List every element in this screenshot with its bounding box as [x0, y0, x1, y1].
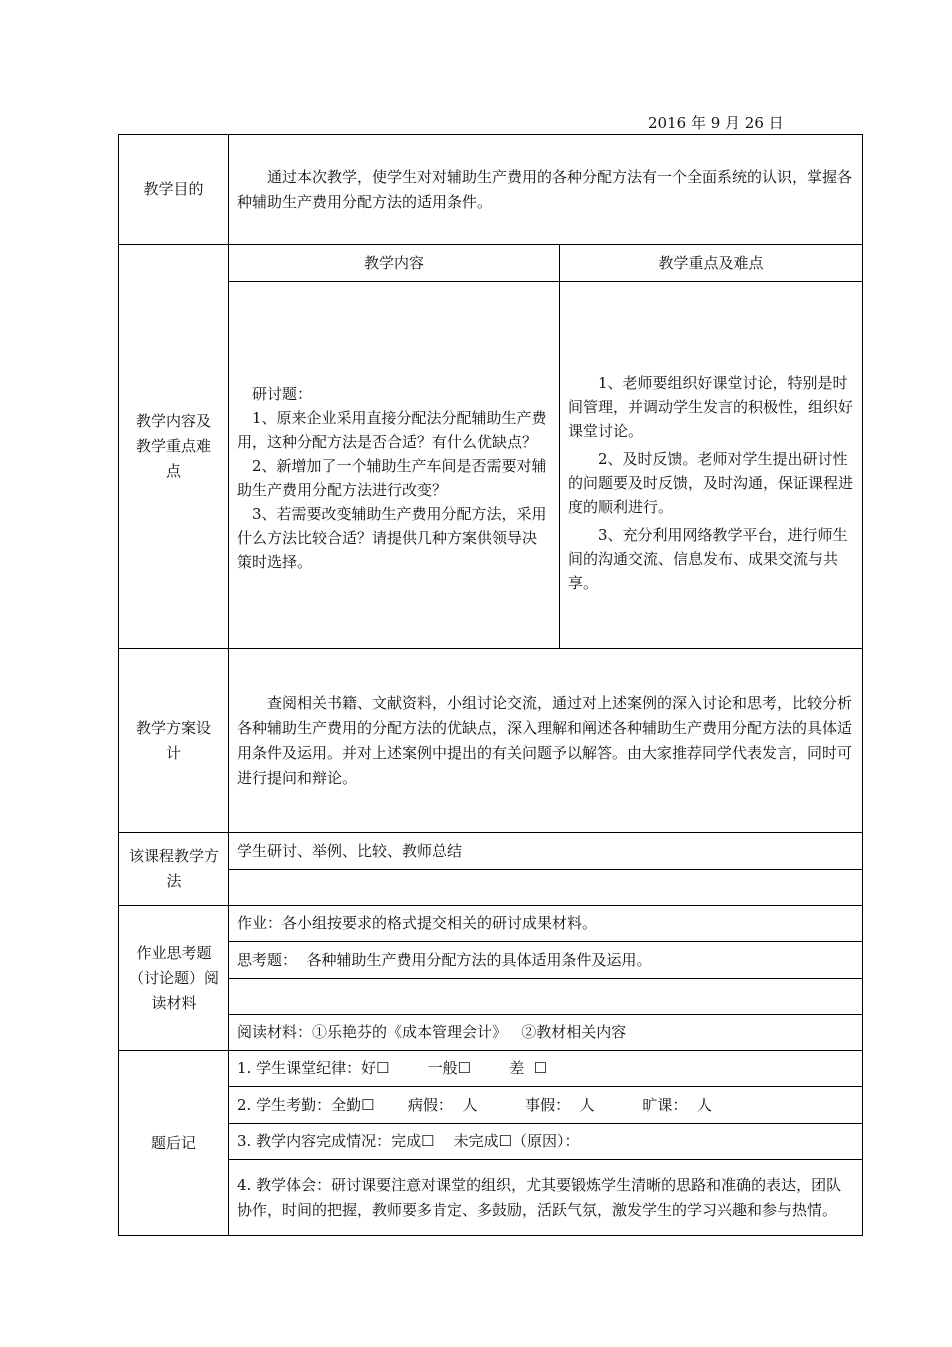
- discussion-title: 研讨题：: [252, 385, 313, 403]
- afterword-completion-row: [119, 1124, 863, 1160]
- discussion-cell: [229, 282, 560, 649]
- key-point-2: 2、及时反馈。老师对学生提出研讨性的问题要及时反馈，及时沟通，保证课程进度的顺利进行。: [568, 450, 854, 516]
- document-date: 2016 年 9 月 26 日: [648, 114, 784, 132]
- homework-blank-cell: [229, 979, 863, 1015]
- objective-text: 通过本次教学，使学生对对辅助生产费用的各种分配方法有一个全面系统的认识，掌握各种辅助生产费用分配方法的适用条件。: [237, 167, 853, 211]
- homework-reading-row: [119, 1015, 863, 1051]
- afterword-attendance-row: [119, 1087, 863, 1124]
- homework-assignment: 作业：各小组按要求的格式提交相关的研讨成果材料。: [229, 906, 863, 942]
- afterword-reflection: 4. 教学体会：研讨课要注意对课堂的组织，尤其要锻炼学生清晰的思路和准确的表达，团队协作，时间的把握，教师要多肯定、多鼓励，活跃气氛，激发学生的学习兴趣和参与热情。: [229, 1160, 863, 1236]
- afterword-attendance: 2. 学生考勤：全勤☐ 病假： 人 事假： 人 旷课： 人: [229, 1087, 863, 1124]
- afterword-discipline: 1. 学生课堂纪律：好☐ 一般☐ 差 ☐: [229, 1051, 863, 1087]
- homework-assignment-row: [119, 906, 863, 942]
- homework-reading: 阅读材料：①乐艳芬的《成本管理会计》 ②教材相关内容: [229, 1015, 863, 1051]
- method-row: [119, 833, 863, 870]
- discussion-question-3: 3、若需要改变辅助生产费用分配方法，采用什么方法比较合适？请提供几种方案供领导决策时选择。: [237, 505, 547, 571]
- plan-cell: [229, 649, 863, 833]
- key-point-1: 1、老师要组织好课堂讨论，特别是时间管理，并调动学生发言的积极性，组织好课堂讨论。: [568, 374, 854, 440]
- content-header-row: [119, 245, 863, 282]
- afterword-completion: 3. 教学内容完成情况：完成☐ 未完成☐（原因）：: [229, 1124, 863, 1160]
- homework-thinking-row: [119, 942, 863, 979]
- homework-thinking: 思考题： 各种辅助生产费用分配方法的具体适用条件及运用。: [229, 942, 863, 979]
- method-text: 学生研讨、举例、比较、教师总结: [229, 833, 863, 870]
- afterword-label: 题后记: [119, 1051, 229, 1236]
- plan-row: [119, 649, 863, 833]
- discussion-question-1: 1、原来企业采用直接分配法分配辅助生产费用，这种分配方法是否合适？有什么优缺点？: [237, 409, 547, 451]
- method-extra-cell: [229, 870, 863, 906]
- discussion-question-2: 2、新增加了一个辅助生产车间是否需要对辅助生产费用分配方法进行改变？: [237, 457, 547, 499]
- key-point-3: 3、充分利用网络教学平台，进行师生间的沟通交流、信息发布、成果交流与共享。: [568, 526, 848, 592]
- key-points-cell: [560, 282, 863, 649]
- content-label: 教学内容及教学重点难点: [119, 245, 229, 649]
- objective-row: [119, 135, 863, 245]
- content-body-row: [119, 282, 863, 649]
- homework-blank-row: [119, 979, 863, 1015]
- afterword-reflection-row: [119, 1160, 863, 1236]
- objective-cell: [229, 135, 863, 245]
- content-column-header: 教学内容: [229, 245, 560, 282]
- method-extra-row: [119, 870, 863, 906]
- lesson-plan-table: [118, 134, 863, 1236]
- plan-text: 查阅相关书籍、文献资料，小组讨论交流，通过对上述案例的深入讨论和思考，比较分析各种辅助生产费用的分配方法的优缺点，深入理解和阐述各种辅助生产费用分配方法的具体适用条件及运用。并对上述案例中提出的有关问题予以解答。由大家推荐同学代表发言，同时可进行提问和辩论。: [237, 693, 853, 787]
- key-points-column-header: 教学重点及难点: [560, 245, 863, 282]
- plan-label: 教学方案设计: [119, 649, 229, 833]
- method-label: 该课程教学方法: [119, 833, 229, 906]
- homework-label: 作业思考题（讨论题）阅读材料: [119, 906, 229, 1051]
- afterword-discipline-row: [119, 1051, 863, 1087]
- objective-label: 教学目的: [119, 135, 229, 245]
